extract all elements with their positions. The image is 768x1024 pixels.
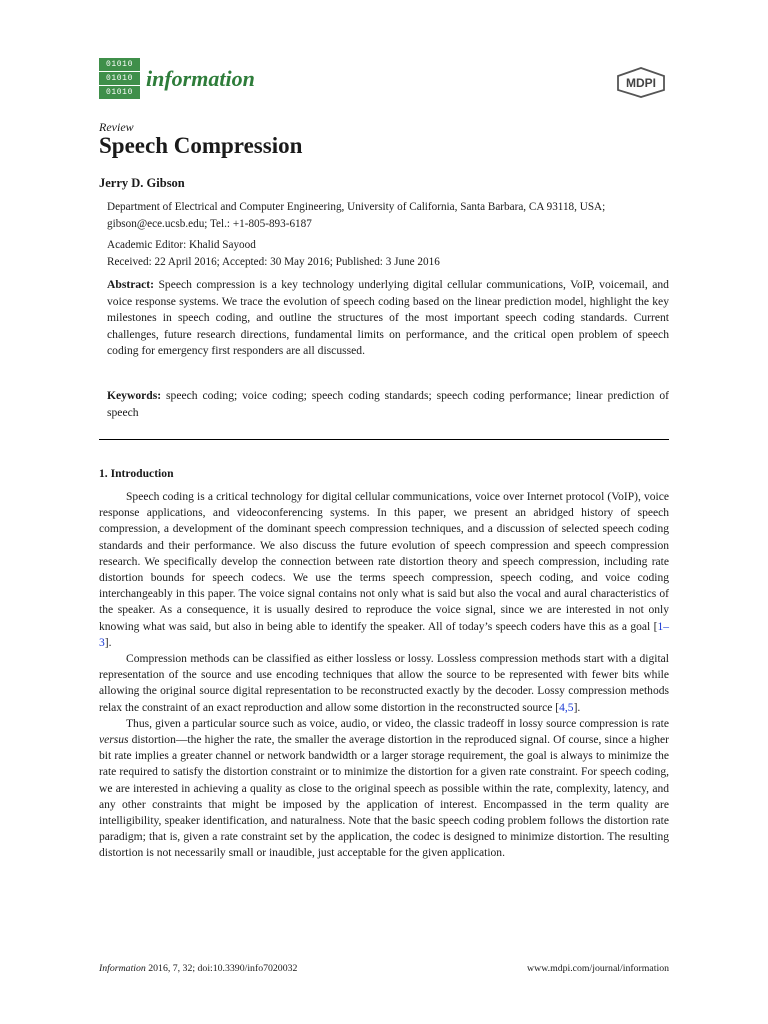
paragraph-text: ]. <box>573 701 581 714</box>
body-text <box>99 489 669 862</box>
publication-dates: Received: 22 April 2016; Accepted: 30 May 2016; Published: 3 June 2016 <box>107 255 440 268</box>
author-name: Jerry D. Gibson <box>99 176 185 190</box>
paragraph-text: Compression methods can be classified as either lossless or lossy. Lossless compression methods start with a digital representation of the source and use encoding techniques that allow the source to be represented with fewer bits while allowing the original source digital representation to be reconstructed exactly by the decoder. Lossy compression methods relax the constraint of an exact reproduction and allow some distortion in the reconstructed source [ <box>99 653 669 714</box>
journal-name: information <box>146 65 255 91</box>
section-heading: 1. Introduction <box>99 467 174 480</box>
academic-editor: Academic Editor: Khalid Sayood <box>107 239 256 251</box>
paragraph-text: distortion—the higher the rate, the smaller the average distortion in the reproduced signal. Of course, since a higher bit rate implies a greater channel or network bandwidth or a larger storage requirement, the goal is always to minimize the rate required to satisfy the distortion constraint or to minimize the distortion for a given rate constraint. For speech coding, we are interested in achieving a quality as close to the original speech as possible within the rate, complexity, latency, and any other constraints that might be imposed by the application of interest. Encompassed in the term quality are intelligibility, speaker identification, and naturalness. Note that the basic speech coding problem follows the distortion rate paradigm; that is, given a rate constraint set by the application, the codec is designed to minimize distortion. The resulting distortion is not necessarily small or inaudible, just acceptable for the given application. <box>99 734 669 860</box>
keywords <box>107 388 669 421</box>
publisher-name: MDPI <box>626 76 656 90</box>
divider <box>99 439 669 440</box>
footer-citation <box>99 963 297 974</box>
journal-logo <box>99 58 255 99</box>
contact-line: gibson@ece.ucsb.edu; Tel.: +1-805-893-6187 <box>107 217 312 230</box>
paragraph <box>99 489 669 651</box>
footer-url[interactable]: www.mdpi.com/journal/information <box>527 963 669 974</box>
publication-info <box>107 237 669 270</box>
citation-link[interactable]: 4,5 <box>559 701 574 714</box>
paragraph <box>99 651 669 716</box>
paper-title: Speech Compression <box>99 133 303 158</box>
footer-citation-text: 2016, 7, 32; doi:10.3390/info7020032 <box>145 963 298 974</box>
citation-link[interactable]: 1–3 <box>99 620 669 649</box>
footer-journal: Information <box>99 963 146 974</box>
paragraph-text: ]. <box>104 636 112 649</box>
mdpi-logo-icon <box>612 66 670 98</box>
keywords-text: speech coding; voice coding; speech coding standards; speech coding performance; linear prediction of speech <box>107 389 669 419</box>
logo-row: 01010 <box>99 58 140 71</box>
affiliation <box>107 199 669 232</box>
logo-grid-icon <box>99 58 140 99</box>
paragraph <box>99 716 669 862</box>
emphasis: versus <box>99 734 129 747</box>
affiliation-line: Department of Electrical and Computer Engineering, University of California, Santa Barbara, CA 93118, USA; <box>107 201 606 213</box>
abstract <box>107 277 669 360</box>
paragraph-text: Thus, given a particular source such as voice, audio, or video, the classic tradeoff in lossy source compression is rate <box>126 717 669 730</box>
abstract-text: Speech compression is a key technology underlying digital cellular communications, VoIP, voicemail, and voice response systems. We trace the evolution of speech coding based on the linear prediction model, highlight the key milestones in speech coding, and outline the structures of the most important speech coding standards. Current challenges, future research directions, fundamental limits on performance, and the critical open problem of speech coding for emergency first responders are all discussed. <box>107 278 669 357</box>
paragraph-text: Speech coding is a critical technology for digital cellular communications, voice over Internet protocol (VoIP), voice response applications, and videoconferencing systems. In this paper, we present an abridged history of speech compression, a development of the dominant speech compression techniques, and a discussion of selected speech coding standards and their performance. We also discuss the future evolution of speech compression and speech compression research. We specifically develop the connection between rate distortion theory and speech compression, including rate distortion bounds for speech codecs. We use the terms speech compression, speech coding, and voice coding interchangeably in this paper. The voice signal contains not only what is said but also the vocal and aural characteristics of the speaker. As a consequence, it is usually desired to reproduce the voice signal, since we are interested in not only knowing what was said, but also in being able to identify the speaker. All of today’s speech coders have this as a goal [ <box>99 491 669 633</box>
logo-row: 01010 <box>99 72 140 85</box>
keywords-label: Keywords: <box>107 389 162 402</box>
article-type: Review <box>99 120 134 134</box>
abstract-label: Abstract: <box>107 278 155 291</box>
logo-row: 01010 <box>99 86 140 99</box>
